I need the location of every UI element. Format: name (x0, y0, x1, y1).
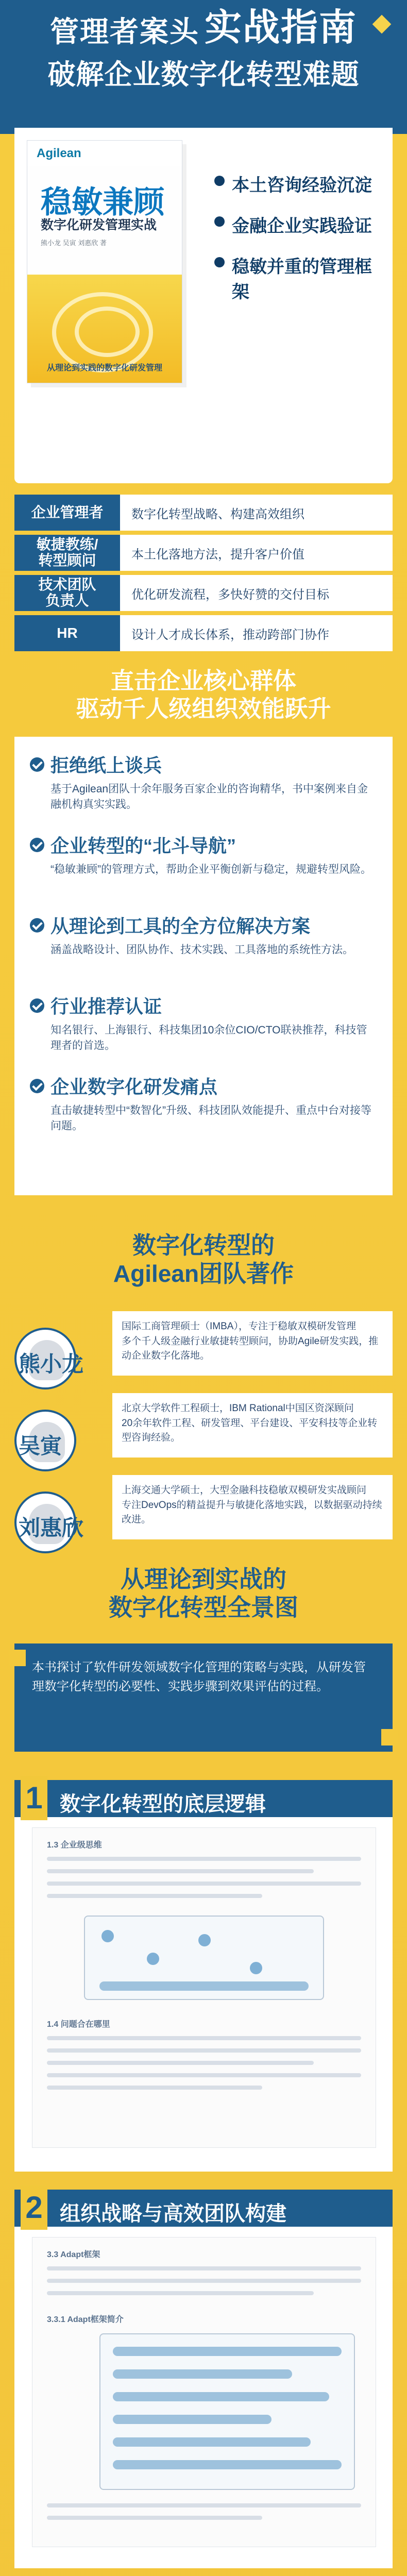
highlights-card (14, 737, 393, 1195)
intro-text: 本书探讨了软件研发领域数字化管理的策略与实践，从研发管理数字化转型的必要性、实践步骤到效果评估的过程。 (32, 1660, 366, 1694)
highlight-item (30, 992, 375, 1054)
core-group-banner: 直击企业核心群体 驱动千人级组织效能跃升 (76, 668, 331, 722)
content-tag: 1.4 问题合在哪里 (47, 2020, 110, 2029)
text-line (47, 2048, 361, 2053)
diagram-bar (113, 2392, 329, 2401)
diagram-bar (113, 2460, 342, 2469)
highlight-item (30, 751, 375, 813)
node-icon (250, 1962, 262, 1974)
node-icon (147, 1953, 159, 1965)
check-icon (30, 1079, 44, 1093)
text-line (47, 1882, 361, 1886)
text-line (47, 1857, 361, 1861)
diagram-bar (113, 2415, 272, 2424)
role-row (14, 575, 393, 611)
highlight-text: 基于Agilean团队十余年服务百家企业的咨询精华，书中案例来自金融机构真实实践。 (50, 783, 368, 811)
check-icon (30, 918, 44, 933)
team-member (14, 1475, 393, 1550)
corner-marker (381, 1729, 398, 1745)
node-icon (198, 1934, 211, 1946)
highlight-item (30, 1073, 375, 1134)
role-description: 优化研发流程，多快好赞的交付目标 (120, 575, 393, 611)
overview-banner: 从理论到实战的 数字化转型全景图 (109, 1566, 298, 1621)
section-1 (14, 1780, 393, 2172)
feature-item: 金融企业实践验证 (214, 212, 379, 237)
feature-item: 本土咨询经验沉淀 (214, 171, 379, 196)
highlight-item (30, 912, 375, 958)
highlight-title: 行业推荐认证 (50, 996, 162, 1017)
content-preview (32, 1827, 376, 2148)
text-line (47, 2073, 361, 2077)
section-title: 组织战略与高效团队构建 (60, 2202, 286, 2225)
team-avatar-group (14, 1328, 97, 1377)
team-member-description (112, 1475, 393, 1539)
text-line (47, 2279, 361, 2283)
team-avatar-group (14, 1410, 97, 1459)
section-2 (14, 2190, 393, 2568)
text-line (47, 2061, 314, 2065)
team-line: 北京大学软件工程硕士，IBM Rational中国区资深顾问 (122, 1403, 354, 1414)
check-icon (30, 757, 44, 772)
title-row (13, 9, 394, 46)
diagram-graphic (84, 1916, 324, 2000)
node-icon (101, 1930, 114, 1942)
highlight-text: 直击敏捷转型中“数智化”升级、科技团队效能提升、重点中台对接等问题。 (50, 1105, 371, 1132)
timeline-bar (99, 1981, 309, 1991)
team-member-description (112, 1393, 393, 1458)
text-line (47, 2086, 262, 2090)
book-logo: Agilean (27, 141, 182, 166)
check-icon (30, 838, 44, 852)
team-member-description (112, 1311, 393, 1376)
team-line: 专注DevOps的精益提升与敏捷化落地实践，以数据驱动持续改进。 (122, 1499, 382, 1525)
content-tag: 3.3 Adapt框架 (47, 2250, 100, 2259)
book-subtitle: 数字化研发管理实战 (41, 218, 157, 232)
diagram-graphic (99, 2333, 355, 2490)
page-header (13, 9, 394, 92)
diagram-bar (113, 2347, 342, 2356)
book-authors: 熊小龙 吴寅 刘惠欣 著 (41, 239, 107, 247)
text-line (47, 2291, 314, 2295)
section-number: 2 (21, 2185, 47, 2230)
corner-marker (9, 1650, 26, 1666)
highlight-item (30, 832, 375, 877)
team-avatar-group (14, 1492, 97, 1540)
highlight-title: 拒绝纸上谈兵 (50, 755, 162, 776)
team-line: 上海交通大学硕士，大型金融科技稳敏双模研发实战顾问 (122, 1485, 367, 1496)
content-tag: 3.3.1 Adapt框架简介 (47, 2315, 124, 2324)
team-member (14, 1393, 393, 1468)
section-title: 数字化转型的底层逻辑 (60, 1793, 266, 1816)
role-row (14, 615, 393, 651)
role-description: 数字化转型战略、构建高效组织 (120, 495, 393, 531)
content-preview (32, 2237, 376, 2547)
team-line: 国际工商管理硕士（IMBA），专注于稳敏双模研发管理 (122, 1321, 356, 1332)
role-description: 设计人才成长体系，推动跨部门协作 (120, 615, 393, 651)
team-line: 20余年软件工程、研发管理、平台建设、平安科技等企业转型咨询经验。 (122, 1417, 378, 1443)
role-label: 技术团队 负责人 (14, 575, 120, 611)
book-cover (27, 140, 182, 383)
role-label: 企业管理者 (14, 495, 120, 531)
text-line (47, 2516, 262, 2520)
text-line (47, 2036, 361, 2040)
diagram-bar (113, 2369, 292, 2379)
team-member (14, 1311, 393, 1386)
role-description: 本土化落地方法，提升客户价值 (120, 535, 393, 571)
highlight-text: 涵盖战略设计、团队协作、技术实践、工具落地的系统性方法。 (50, 944, 353, 956)
book-slogan: 从理论到实践的数字化研发管理 (46, 364, 162, 372)
hero-card (14, 128, 393, 483)
highlight-title: 从理论到工具的全方位解决方案 (50, 916, 311, 937)
check-icon (30, 998, 44, 1013)
highlight-title: 企业数字化研发痛点 (50, 1076, 218, 1097)
team-section (14, 1311, 393, 1548)
highlight-text: “稳敏兼顾”的管理方式，帮助企业平衡创新与稳定，规避转型风险。 (50, 863, 371, 875)
title-small: 管理者案头 (49, 15, 199, 48)
highlight-text: 知名银行、上海银行、科技集团10余位CIO/CTO联袂推荐，科技管理者的首选。 (50, 1024, 367, 1052)
role-row (14, 495, 393, 531)
page-subtitle: 破解企业数字化转型难题 (47, 59, 360, 90)
text-line (47, 1869, 314, 1873)
text-line (47, 2266, 361, 2270)
intro-card (14, 1643, 393, 1752)
feature-list (214, 171, 379, 318)
team-member-name: 熊小龙 (19, 1351, 84, 1377)
role-table (14, 495, 393, 655)
role-label: 敏捷教练/ 转型顾问 (14, 535, 120, 571)
section-number: 1 (21, 1776, 47, 1820)
text-line (47, 2503, 361, 2507)
team-line: 多个千人级金融行业敏捷转型顾问，协助Agile研发实践，推动企业数字化落地。 (122, 1335, 379, 1361)
role-label: HR (14, 615, 120, 651)
title-main: 实战指南 (204, 7, 357, 48)
diagram-bar (113, 2437, 311, 2447)
highlight-title: 企业转型的“北斗导航” (50, 835, 236, 856)
feature-item: 稳敏并重的管理框架 (214, 252, 379, 303)
orbit-graphic-inner (75, 307, 140, 357)
team-member-name: 刘惠欣 (19, 1515, 84, 1540)
book-graphic (27, 275, 182, 383)
text-line (47, 1894, 262, 1898)
team-heading: 数字化转型的 Agilean团队著作 (113, 1232, 294, 1287)
team-member-name: 吴寅 (19, 1433, 62, 1459)
content-tag: 1.3 企业级思维 (47, 1841, 102, 1850)
role-row (14, 535, 393, 571)
book-title: 稳敏兼顾 (41, 184, 164, 221)
